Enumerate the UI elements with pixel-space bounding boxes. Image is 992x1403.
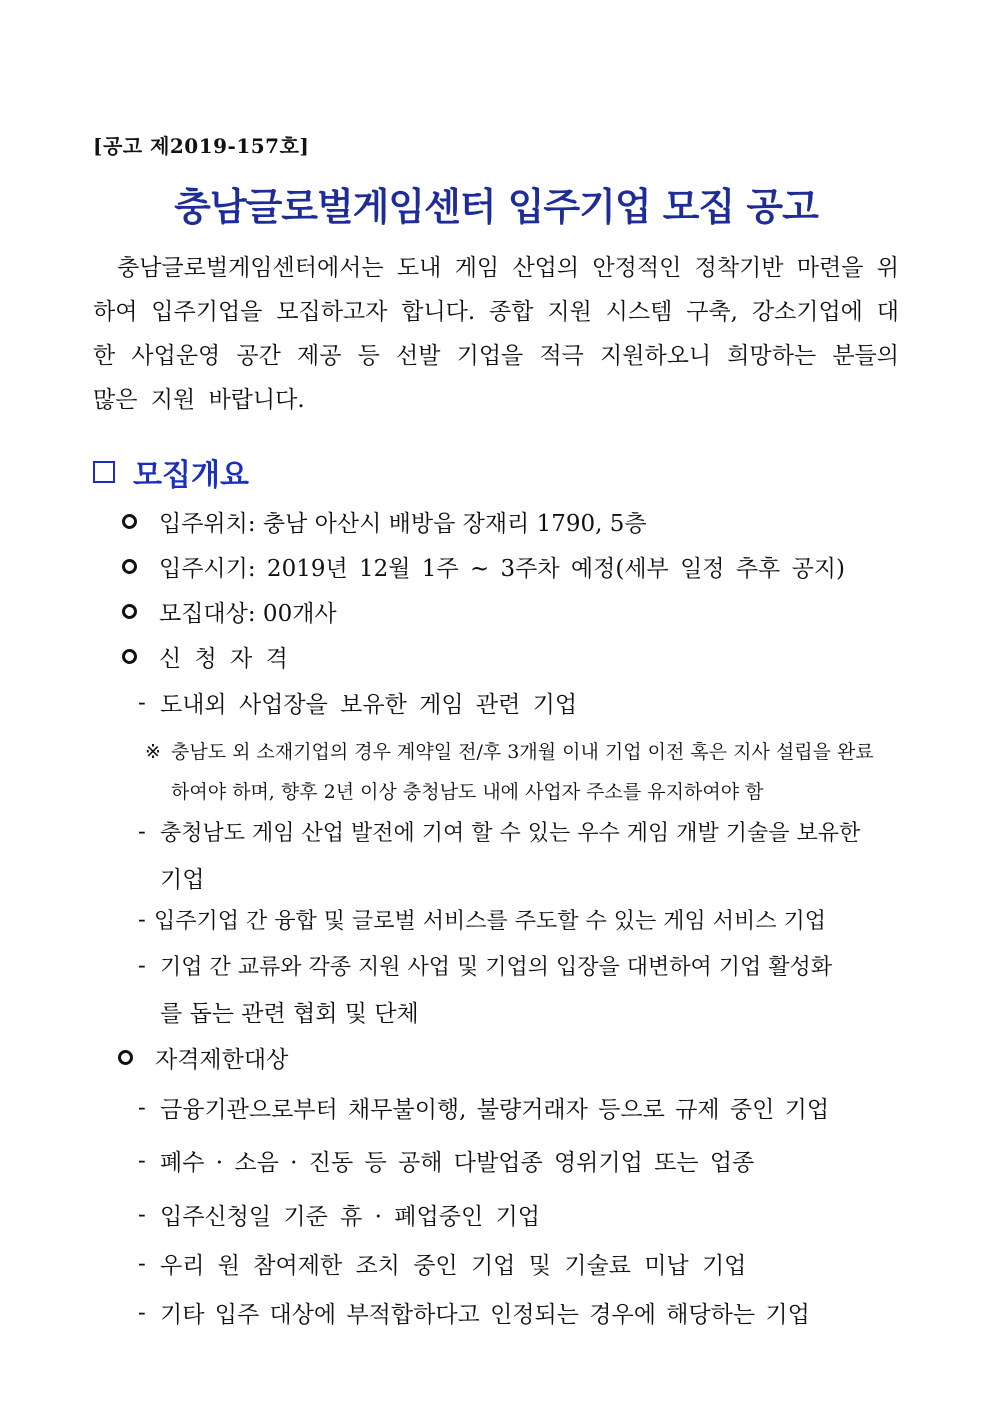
eligibility-item-2 bbox=[138, 816, 860, 847]
notice-number: [공고 제2019-157호] bbox=[93, 134, 310, 158]
restriction-item-1 bbox=[138, 1091, 829, 1124]
dash-mark: - bbox=[138, 1147, 146, 1174]
eligibility-text: 기업 간 교류와 각종 지원 사업 및 기업의 입장을 대변하여 기업 활성화 bbox=[160, 955, 832, 980]
eligibility-item-4 bbox=[138, 950, 832, 981]
eligibility-item-3 bbox=[138, 904, 826, 935]
eligibility-note-line-1 bbox=[145, 737, 874, 764]
list-item-text: 입주위치: 충남 아산시 배방읍 장재리 1790, 5층 bbox=[159, 511, 647, 537]
restriction-text: 금융기관으로부터 채무불이행, 불량거래자 등으로 규제 중인 기업 bbox=[160, 1097, 830, 1123]
restriction-item-3 bbox=[138, 1198, 540, 1231]
list-item-text: 모집대상: 00개사 bbox=[159, 601, 337, 627]
circle-bullet-icon bbox=[122, 604, 137, 619]
circle-bullet-icon bbox=[118, 1050, 133, 1065]
list-item-period bbox=[122, 550, 845, 583]
eligibility-text: 를 돕는 관련 협회 및 단체 bbox=[160, 1001, 419, 1027]
restriction-text: 입주신청일 기준 휴 · 폐업중인 기업 bbox=[160, 1204, 540, 1230]
list-item-text: 신 청 자 격 bbox=[159, 646, 288, 672]
restriction-item-4 bbox=[138, 1247, 746, 1280]
square-bullet-icon bbox=[93, 461, 115, 483]
restriction-text: 기타 입주 대상에 부적합하다고 인정되는 경우에 해당하는 기업 bbox=[160, 1302, 810, 1328]
eligibility-text: 도내외 사업장을 보유한 게임 관련 기업 bbox=[160, 692, 578, 718]
dash-mark: - bbox=[138, 1299, 146, 1326]
restriction-text: 폐수 · 소음 · 진동 등 공해 다발업종 영위기업 또는 업종 bbox=[160, 1150, 755, 1176]
restriction-text: 우리 원 참여제한 조치 중인 기업 및 기술료 미납 기업 bbox=[160, 1253, 747, 1279]
dash-mark: - bbox=[138, 1201, 146, 1228]
restriction-item-5 bbox=[138, 1296, 810, 1329]
eligibility-text: 충청남도 게임 산업 발전에 기여 할 수 있는 우수 게임 개발 기술을 보유한 bbox=[160, 821, 861, 846]
circle-bullet-icon bbox=[122, 649, 137, 664]
eligibility-item-1 bbox=[138, 686, 577, 719]
restriction-heading bbox=[118, 1041, 288, 1074]
circle-bullet-icon bbox=[122, 514, 137, 529]
eligibility-item-4-cont bbox=[160, 995, 419, 1028]
list-item-text: 입주시기: 2019년 12월 1주 ~ 3주차 예정(세부 일정 추후 공지) bbox=[159, 556, 845, 582]
dash-mark: - bbox=[138, 818, 146, 845]
eligibility-item-2-cont bbox=[160, 861, 204, 894]
dash-mark: - bbox=[138, 906, 146, 933]
note-text: 충남도 외 소재기업의 경우 계약일 전/후 3개월 이내 기업 이전 혹은 지사 설립을 완료 bbox=[171, 741, 874, 763]
section-heading bbox=[93, 450, 249, 494]
reference-mark: ※ bbox=[145, 741, 161, 763]
dash-mark: - bbox=[138, 952, 146, 979]
restriction-item-2 bbox=[138, 1144, 754, 1177]
dash-mark: - bbox=[138, 1250, 146, 1277]
note-text: 하여야 하며, 향후 2년 이상 충청남도 내에 사업자 주소를 유지하여야 함 bbox=[171, 781, 764, 803]
eligibility-text: 입주기업 간 융합 및 글로벌 서비스를 주도할 수 있는 게임 서비스 기업 bbox=[154, 909, 826, 934]
eligibility-text: 기업 bbox=[160, 867, 205, 893]
dash-mark: - bbox=[138, 689, 146, 716]
circle-bullet-icon bbox=[122, 559, 137, 574]
dash-mark: - bbox=[138, 1094, 146, 1121]
list-item-target bbox=[122, 595, 337, 628]
intro-paragraph: 충남글로벌게임센터에서는 도내 게임 산업의 안정적인 정착기반 마련을 위하여 입주기업을 모집하고자 합니다. 종합 지원 시스템 구축, 강소기업에 대한 사업운영 공간 제공 등 선발 기업을 적극 지원하오니 희망하는 분들의 많은 지원 바랍니다. bbox=[93, 255, 899, 413]
eligibility-note-line-2 bbox=[171, 777, 763, 804]
restriction-heading-text: 자격제한대상 bbox=[155, 1047, 289, 1073]
list-item-eligibility bbox=[122, 640, 288, 673]
list-item-location bbox=[122, 505, 647, 538]
page-title: 충남글로벌게임센터 입주기업 모집 공고 bbox=[174, 185, 818, 229]
section-heading-text: 모집개요 bbox=[133, 458, 249, 493]
